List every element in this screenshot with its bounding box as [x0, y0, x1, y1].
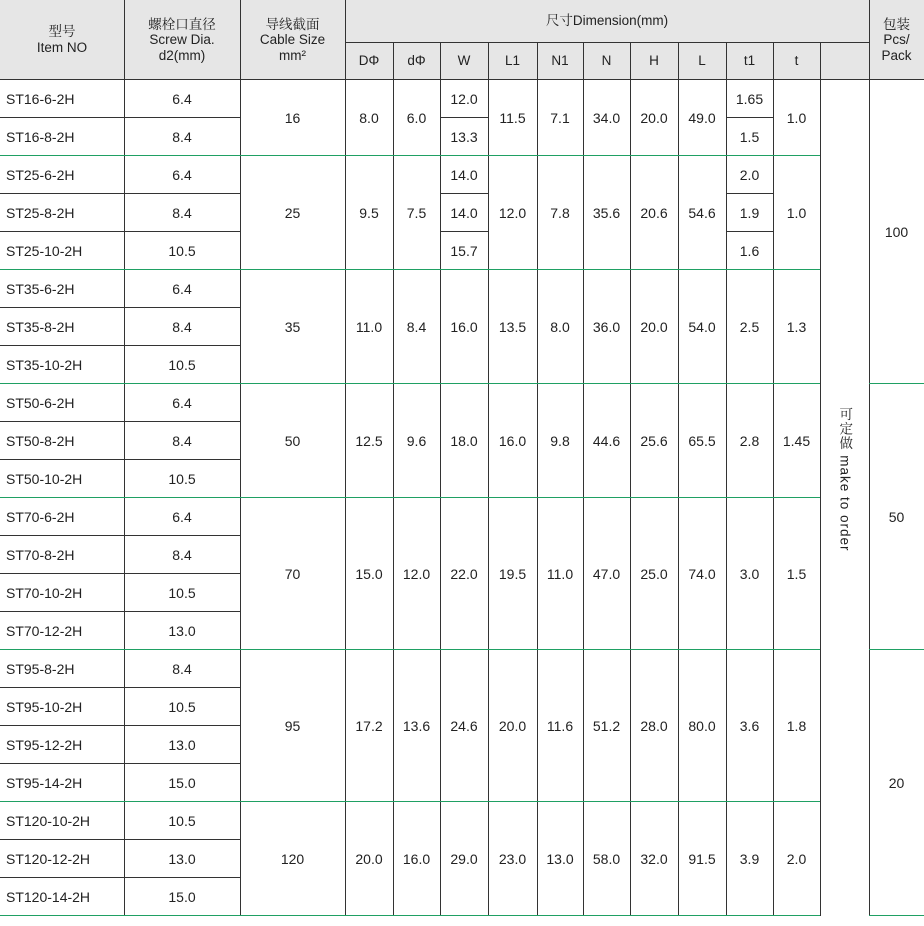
cell-n: 34.0	[592, 109, 621, 126]
item-code: ST25-8-2H	[6, 204, 75, 221]
column-divider	[726, 42, 727, 916]
header-dim-9	[773, 42, 820, 80]
header-screw-line: d2(mm)	[158, 47, 206, 63]
screw-dia: 10.5	[168, 242, 196, 259]
cell-w: 22.0	[450, 565, 478, 582]
header-dim-2-line: W	[457, 53, 471, 69]
screw-dia: 8.4	[172, 660, 192, 677]
screw-dia: 8.4	[172, 546, 192, 563]
row-divider	[0, 307, 240, 308]
cell-t: 1.3	[786, 318, 807, 335]
make-to-order-en: make to order	[837, 450, 853, 552]
pack-qty: 20	[888, 774, 905, 791]
cell-t: 2.0	[786, 850, 807, 867]
header-screw	[124, 0, 240, 80]
cell-t1: 1.9	[739, 204, 760, 221]
cell-l: 54.0	[688, 318, 716, 335]
cell-d: 12.0	[402, 565, 431, 582]
column-divider	[678, 42, 679, 916]
row-divider	[0, 497, 820, 498]
header-dim-0	[345, 42, 393, 80]
screw-dia: 13.0	[168, 850, 196, 867]
item-code: ST70-8-2H	[6, 546, 75, 563]
cell-l1: 12.0	[498, 204, 527, 221]
cell-l: 65.5	[688, 432, 716, 449]
header-dim-0-line: DΦ	[358, 53, 380, 69]
cell-cable: 120	[280, 850, 305, 867]
item-code: ST95-14-2H	[6, 774, 83, 791]
row-divider	[0, 459, 240, 460]
cell-l: 49.0	[688, 109, 716, 126]
header-item-line: 型号	[48, 24, 76, 40]
screw-dia: 8.4	[172, 204, 192, 221]
cell-t1: 3.9	[739, 850, 760, 867]
cell-cable: 50	[284, 432, 301, 449]
cell-t1: 3.6	[739, 717, 760, 734]
row-divider	[440, 231, 488, 232]
row-divider	[0, 155, 820, 156]
header-dimension-line: 尺寸Dimension(mm)	[545, 13, 669, 29]
header-dim-6	[630, 42, 678, 80]
header-dim-8-line: t1	[743, 53, 756, 69]
cell-n1: 13.0	[546, 850, 574, 867]
cell-w: 12.0	[450, 90, 478, 107]
cell-n1: 11.6	[546, 717, 574, 734]
column-divider	[124, 0, 125, 916]
cell-w: 15.7	[450, 242, 478, 259]
screw-dia: 13.0	[168, 622, 196, 639]
cell-d: 12.5	[355, 432, 383, 449]
row-divider	[440, 117, 488, 118]
screw-dia: 8.4	[172, 128, 192, 145]
header-cable-line: Cable Size	[259, 32, 326, 48]
cell-n: 44.6	[592, 432, 621, 449]
cell-w: 24.6	[450, 717, 478, 734]
header-dim-7	[678, 42, 726, 80]
screw-dia: 6.4	[172, 280, 192, 297]
cell-cable: 16	[284, 109, 301, 126]
cell-l1: 19.5	[498, 565, 527, 582]
screw-dia: 15.0	[168, 888, 196, 905]
cell-t1: 2.0	[739, 166, 760, 183]
cell-n1: 11.0	[546, 565, 574, 582]
item-code: ST35-6-2H	[6, 280, 75, 297]
header-cable-line: 导线截面	[265, 16, 320, 32]
row-divider	[0, 649, 820, 650]
header-pack	[869, 0, 924, 80]
cell-d: 13.6	[402, 717, 431, 734]
header-dim-2	[440, 42, 488, 80]
header-screw-line: Screw Dia.	[149, 32, 215, 48]
header-screw-line: 螺栓口直径	[148, 16, 216, 32]
column-divider	[869, 0, 870, 916]
row-divider	[0, 877, 240, 878]
row-divider	[0, 79, 924, 80]
row-divider	[0, 345, 240, 346]
cell-l: 80.0	[688, 717, 716, 734]
item-code: ST50-10-2H	[6, 470, 83, 487]
header-dim-blank	[820, 42, 869, 80]
header-dim-1-line: dΦ	[407, 53, 426, 69]
cell-w: 14.0	[450, 204, 478, 221]
cell-t: 1.0	[786, 204, 807, 221]
screw-dia: 8.4	[172, 432, 192, 449]
header-dim-1	[393, 42, 440, 80]
screw-dia: 10.5	[168, 470, 196, 487]
screw-dia: 6.4	[172, 166, 192, 183]
cell-l1: 20.0	[498, 717, 527, 734]
screw-dia: 6.4	[172, 508, 192, 525]
row-divider	[869, 649, 924, 650]
header-dim-9-line: t	[794, 53, 799, 69]
cell-w: 16.0	[450, 318, 478, 335]
header-dim-3-line: L1	[504, 53, 521, 69]
cell-cable: 95	[284, 717, 301, 734]
cell-n1: 8.0	[550, 318, 570, 335]
header-dim-4-line: N1	[551, 53, 569, 69]
item-code: ST25-10-2H	[6, 242, 83, 259]
header-dim-7-line: L	[698, 53, 706, 69]
header-cable-line: mm²	[279, 47, 306, 63]
cell-n1: 7.1	[550, 109, 570, 126]
cell-n: 47.0	[592, 565, 621, 582]
header-dim-5	[583, 42, 630, 80]
cell-n: 36.0	[592, 318, 621, 335]
pack-qty: 50	[888, 508, 905, 525]
column-divider	[630, 42, 631, 916]
item-code: ST16-8-2H	[6, 128, 75, 145]
cell-d: 9.6	[406, 432, 427, 449]
column-divider	[820, 42, 821, 916]
cell-cable: 70	[284, 565, 301, 582]
header-item	[0, 0, 124, 80]
cell-l1: 23.0	[498, 850, 527, 867]
column-divider	[773, 42, 774, 916]
column-divider	[583, 42, 584, 916]
row-divider	[0, 687, 240, 688]
item-code: ST95-12-2H	[6, 736, 83, 753]
screw-dia: 6.4	[172, 90, 192, 107]
row-divider	[440, 193, 488, 194]
row-divider	[726, 231, 773, 232]
row-divider	[0, 915, 820, 916]
item-code: ST70-6-2H	[6, 508, 75, 525]
cell-d: 15.0	[355, 565, 383, 582]
screw-dia: 10.5	[168, 356, 196, 373]
make-to-order-cn: 可定做	[837, 406, 853, 451]
cell-d: 9.5	[359, 204, 379, 221]
cell-t1: 1.5	[739, 128, 760, 145]
column-divider	[537, 42, 538, 916]
cell-t: 1.45	[782, 432, 811, 449]
cell-d: 6.0	[406, 109, 427, 126]
header-pack-line: Pcs/	[883, 32, 910, 48]
column-divider	[240, 0, 241, 916]
screw-dia: 6.4	[172, 394, 192, 411]
item-code: ST35-10-2H	[6, 356, 83, 373]
row-divider	[869, 383, 924, 384]
cell-w: 29.0	[450, 850, 478, 867]
cell-t1: 3.0	[739, 565, 760, 582]
header-dimension	[345, 0, 869, 42]
item-code: ST16-6-2H	[6, 90, 75, 107]
cell-d: 11.0	[355, 318, 383, 335]
cell-d: 20.0	[355, 850, 383, 867]
header-dim-8	[726, 42, 773, 80]
item-code: ST70-12-2H	[6, 622, 83, 639]
cell-l1: 13.5	[498, 318, 527, 335]
cell-h: 32.0	[640, 850, 668, 867]
column-divider	[393, 42, 394, 916]
column-divider	[345, 0, 346, 916]
column-divider	[488, 42, 489, 916]
cell-l1: 16.0	[498, 432, 527, 449]
cell-n: 51.2	[592, 717, 621, 734]
row-divider	[869, 915, 924, 916]
header-dim-5-line: N	[601, 53, 612, 69]
cell-h: 20.6	[640, 204, 668, 221]
cell-h: 20.0	[640, 109, 668, 126]
cell-h: 20.0	[640, 318, 668, 335]
row-divider	[0, 763, 240, 764]
cell-t1: 2.5	[739, 318, 760, 335]
cell-l: 54.6	[688, 204, 716, 221]
header-item-line: Item NO	[36, 40, 88, 55]
screw-dia: 15.0	[168, 774, 196, 791]
cell-cable: 25	[284, 204, 301, 221]
screw-dia: 13.0	[168, 736, 196, 753]
cell-l: 91.5	[688, 850, 716, 867]
cell-t1: 2.8	[739, 432, 760, 449]
cell-t: 1.5	[786, 565, 807, 582]
cell-l: 74.0	[688, 565, 716, 582]
cell-t1: 1.65	[735, 90, 764, 107]
item-code: ST35-8-2H	[6, 318, 75, 335]
item-code: ST25-6-2H	[6, 166, 75, 183]
column-divider	[440, 42, 441, 916]
cell-h: 25.6	[640, 432, 668, 449]
item-code: ST120-14-2H	[6, 888, 91, 905]
screw-dia: 10.5	[168, 698, 196, 715]
row-divider	[0, 573, 240, 574]
header-dim-6-line: H	[649, 53, 659, 69]
screw-dia: 8.4	[172, 318, 192, 335]
cell-d: 16.0	[402, 850, 431, 867]
item-code: ST95-8-2H	[6, 660, 75, 677]
pack-qty: 100	[884, 223, 909, 240]
row-divider	[0, 801, 820, 802]
row-divider	[0, 193, 240, 194]
cell-d: 8.0	[359, 109, 379, 126]
header-dim-3	[488, 42, 537, 80]
cell-t: 1.0	[786, 109, 807, 126]
cell-w: 18.0	[450, 432, 478, 449]
cell-h: 28.0	[640, 717, 668, 734]
row-divider	[0, 611, 240, 612]
row-divider	[726, 193, 773, 194]
row-divider	[0, 383, 820, 384]
cell-t1: 1.6	[739, 242, 760, 259]
cell-d: 8.4	[406, 318, 427, 335]
row-divider	[726, 117, 773, 118]
cell-d: 7.5	[406, 204, 427, 221]
screw-dia: 10.5	[168, 584, 196, 601]
cell-w: 14.0	[450, 166, 478, 183]
header-pack-line: Pack	[881, 47, 912, 63]
row-divider	[0, 117, 240, 118]
cell-d: 17.2	[355, 717, 383, 734]
screw-dia: 10.5	[168, 812, 196, 829]
item-code: ST120-10-2H	[6, 812, 91, 829]
cell-n: 58.0	[592, 850, 621, 867]
row-divider	[0, 839, 240, 840]
cell-cable: 35	[284, 318, 301, 335]
item-code: ST50-6-2H	[6, 394, 75, 411]
make-to-order-text	[837, 407, 853, 552]
header-pack-line: 包装	[883, 16, 910, 32]
row-divider	[0, 231, 240, 232]
make-to-order-note	[820, 384, 869, 574]
row-divider	[0, 535, 240, 536]
row-divider	[0, 421, 240, 422]
item-code: ST50-8-2H	[6, 432, 75, 449]
item-code: ST95-10-2H	[6, 698, 83, 715]
header-cable	[240, 0, 345, 80]
item-code: ST120-12-2H	[6, 850, 91, 867]
cell-h: 25.0	[640, 565, 668, 582]
header-dim-4	[537, 42, 583, 80]
cell-l1: 11.5	[499, 109, 526, 126]
cell-n1: 9.8	[550, 432, 570, 449]
cell-n: 35.6	[592, 204, 621, 221]
cell-t: 1.8	[786, 717, 807, 734]
row-divider	[0, 725, 240, 726]
cell-w: 13.3	[450, 128, 478, 145]
row-divider	[345, 42, 869, 43]
cell-n1: 7.8	[550, 204, 570, 221]
row-divider	[0, 269, 820, 270]
item-code: ST70-10-2H	[6, 584, 83, 601]
